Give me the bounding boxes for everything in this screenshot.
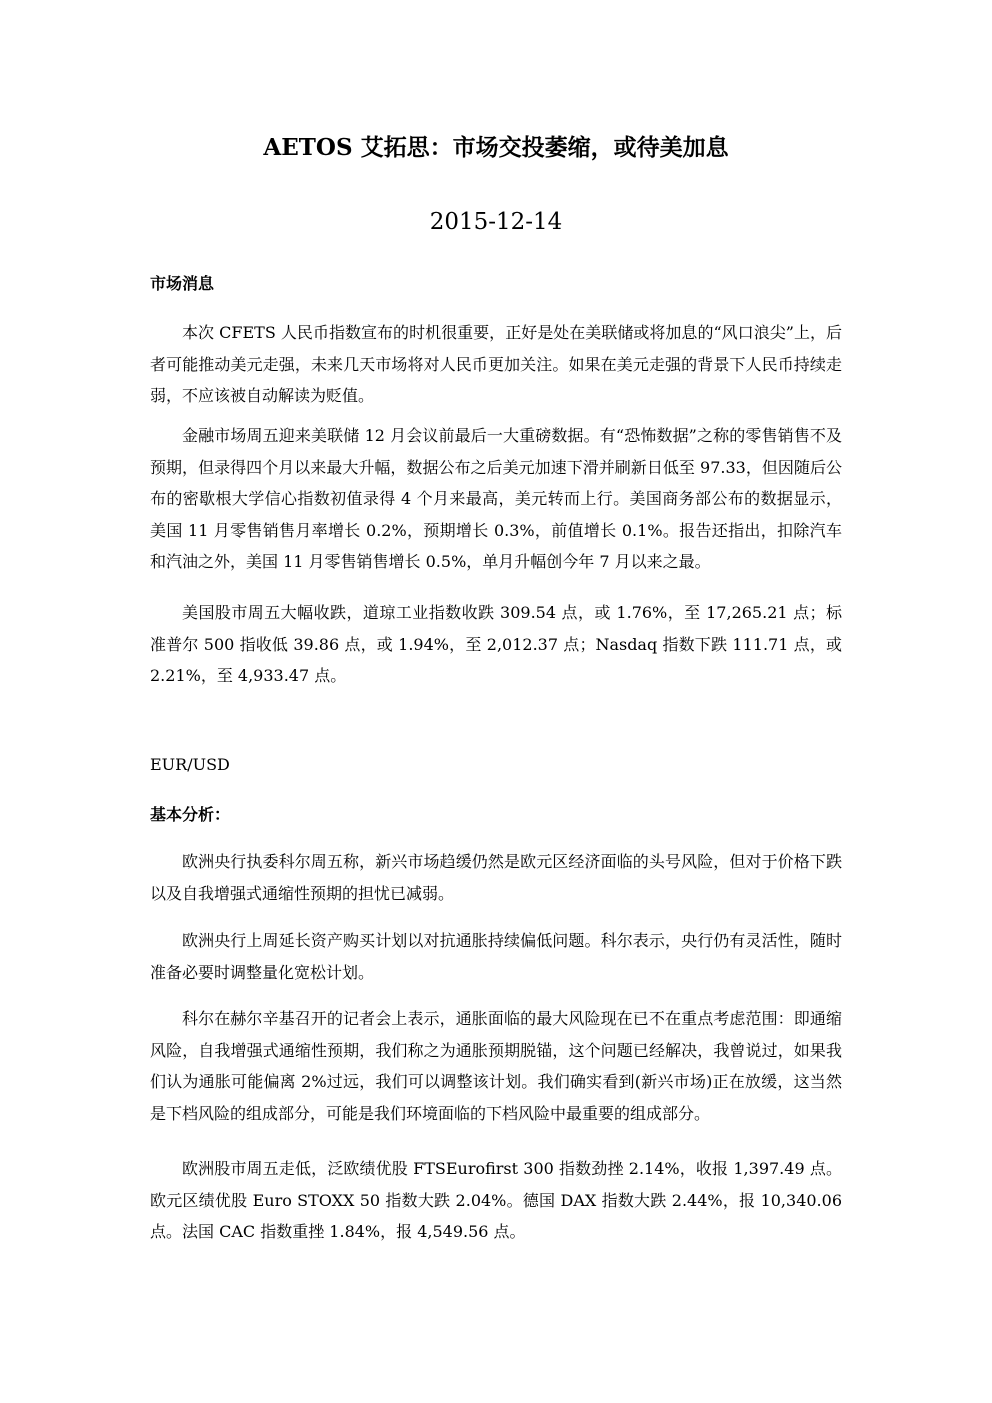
paragraph: 欧洲央行上周延长资产购买计划以对抗通胀持续偏低问题。科尔表示，央行仍有灵活性，随时准备必要时调整量化宽松计划。	[150, 931, 842, 982]
paragraph: 本次 CFETS 人民币指数宣布的时机很重要，正好是处在美联储或将加息的“风口浪尖”上，后者可能推动美元走强，未来几天市场将对人民币更加关注。如果在美元走强的背景下人民币持续走弱，不应该被自动解读为贬值。	[150, 323, 842, 405]
document-title: AETOS 艾拓思：市场交投萎缩，或待美加息	[263, 134, 729, 161]
paragraph: 欧洲股市周五走低，泛欧绩优股 FTSEurofirst 300 指数劲挫 2.14%，收报 1,397.49 点。欧元区绩优股 Euro STOXX 50 指数大跌 2.04%。德国 DAX 指数大跌 2.44%，报 10,340.06 点。法国 CAC 指数重挫 1.84%，报 4,549.56 点。	[150, 1159, 842, 1241]
paragraph: 科尔在赫尔辛基召开的记者会上表示，通胀面临的最大风险现在已不在重点考虑范围：即通缩风险，自我增强式通缩性预期，我们称之为通胀预期脱锚，这个问题已经解决，我曾说过，如果我们认为通胀可能偏离 2%过远，我们可以调整该计划。我们确实看到(新兴市场)正在放缓，这当然是下档风险的组成部分，可能是我们环境面临的下档风险中最重要的组成部分。	[150, 1009, 842, 1123]
section-heading-market-news: 市场消息	[150, 274, 215, 293]
paragraph: 欧洲央行执委科尔周五称，新兴市场趋缓仍然是欧元区经济面临的头号风险，但对于价格下跌以及自我增强式通缩性预期的担忧已减弱。	[150, 852, 842, 903]
document-date: 2015-12-14	[429, 209, 563, 235]
paragraph: 美国股市周五大幅收跌，道琼工业指数收跌 309.54 点，或 1.76%，至 17,265.21 点；标准普尔 500 指收低 39.86 点，或 1.94%，至 2,012.37 点；Nasdaq 指数下跌 111.71 点，或 2.21%，至 4,933.47 点。	[150, 603, 842, 685]
paragraph: 金融市场周五迎来美联储 12 月会议前最后一大重磅数据。有“恐怖数据”之称的零售销售不及预期，但录得四个月以来最大升幅，数据公布之后美元加速下滑并刷新日低至 97.33，但因随后公布的密歇根大学信心指数初值录得 4 个月来最高，美元转而上行。美国商务部公布的数据显示，美国 11 月零售销售月率增长 0.2%，预期增长 0.3%，前值增长 0.1%。报告还指出，扣除汽车和汽油之外，美国 11 月零售销售增长 0.5%，单月升幅创今年 7 月以来之最。	[150, 426, 842, 571]
section-heading-fundamental-analysis: 基本分析：	[150, 805, 231, 824]
section-label-eurusd: EUR/USD	[150, 755, 230, 774]
